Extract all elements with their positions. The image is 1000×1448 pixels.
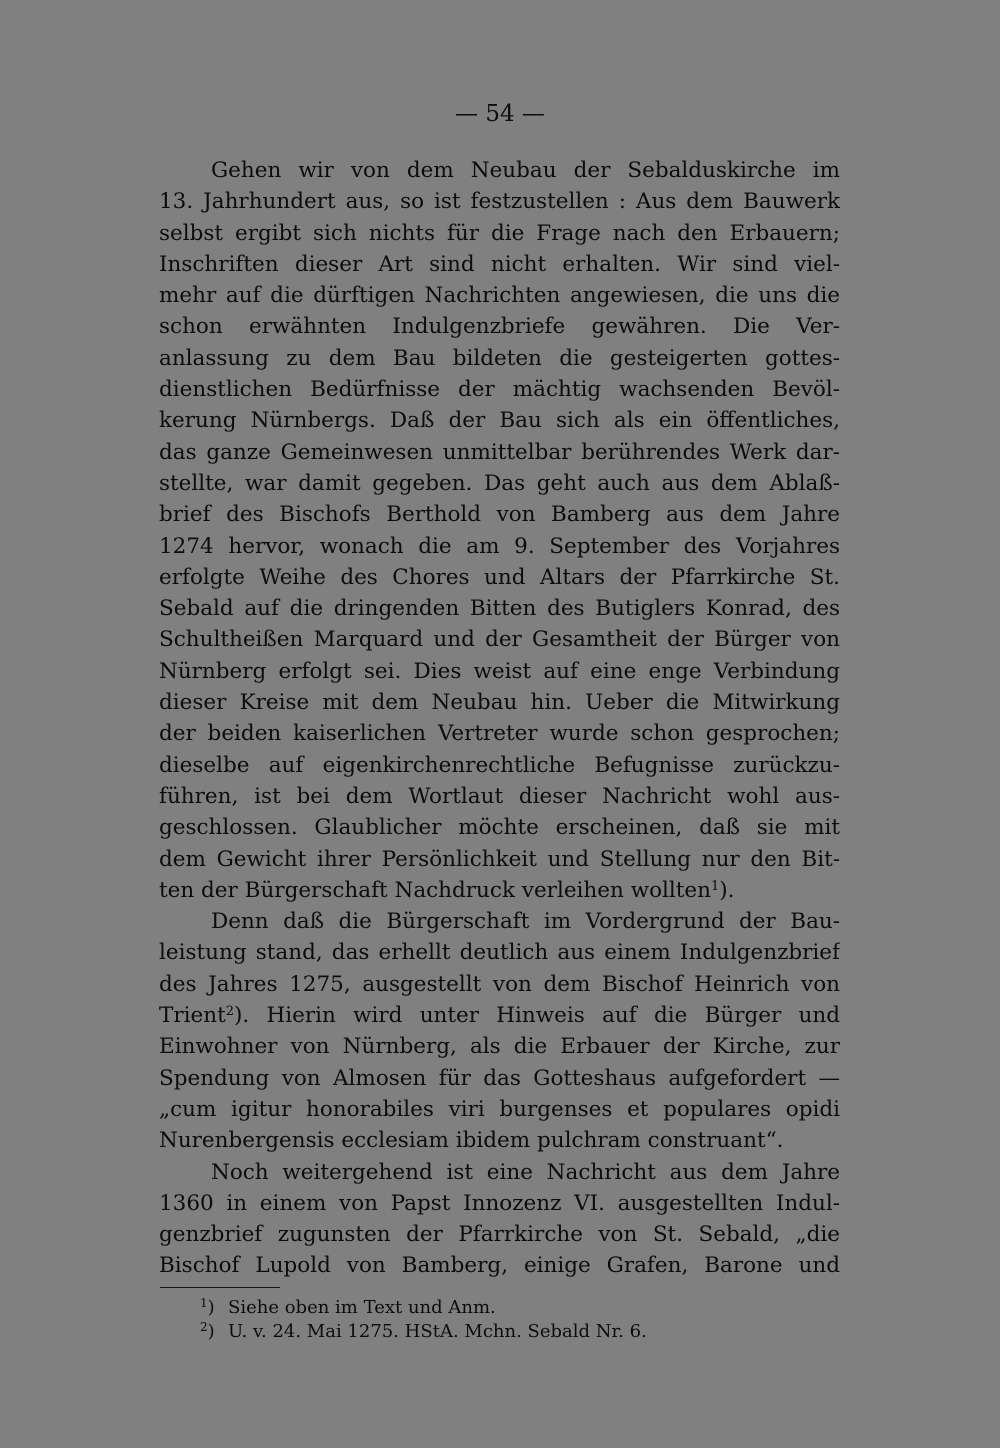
text-line-content: Spendung von Almosen für das Gotteshaus aufgefordert — (159, 1065, 840, 1091)
text-line-content: der beiden kaiserlichen Vertreter wurde schon gesprochen; (159, 721, 840, 747)
text-line-content: kerung Nürnbergs. Daß der Bau sich als ein öffentliches, (159, 408, 840, 434)
text-line (159, 937, 840, 968)
text-line (159, 437, 840, 468)
text-line-content: genzbrief zugunsten der Pfarrkirche von St. Sebald, „die (159, 1222, 840, 1248)
text-line (159, 1031, 840, 1062)
text-line-content: schon erwähnten Indulgenzbriefe gewähren. Die Ver- (159, 314, 840, 340)
text-line-continuation: ). (719, 877, 735, 903)
text-line (159, 343, 840, 374)
text-line (159, 531, 840, 562)
text-line (159, 1094, 840, 1125)
text-line (159, 624, 840, 655)
footnote-reference: 2 (225, 1004, 234, 1020)
text-line-content: 1274 hervor, wonach die am 9. September des Vorjahres (159, 533, 840, 559)
text-line-content: „cum igitur honorabiles viri burgenses et populares opidi (159, 1096, 840, 1122)
text-line (159, 781, 840, 812)
text-line (159, 1219, 840, 1250)
text-line (159, 844, 840, 875)
text-line-content: stellte, war damit gegeben. Das geht auch aus dem Ablaß- (159, 470, 840, 496)
footnote (200, 1320, 840, 1344)
text-line (159, 593, 840, 624)
footnote-text: Siehe oben im Text und Anm. (228, 1297, 496, 1318)
text-line-content: Schultheißen Marquard und der Gesamtheit der Bürger von (159, 627, 840, 653)
text-line (159, 750, 840, 781)
text-line (159, 405, 840, 436)
text-line-content: des Jahres 1275, ausgestellt von dem Bischof Heinrich von (159, 971, 840, 997)
text-line-content: leistung stand, das erhellt deutlich aus einem Indulgenzbrief (159, 940, 840, 966)
text-line-content: dienstlichen Bedürfnisse der mächtig wachsenden Bevöl- (159, 377, 840, 403)
text-line-content: Inschriften dieser Art sind nicht erhalten. Wir sind viel- (159, 251, 840, 277)
text-line-content: dieselbe auf eigenkirchenrechtliche Befugnisse zurückzu- (159, 752, 840, 778)
text-line-content: Bischof Lupold von Bamberg, einige Grafen, Barone und (159, 1253, 840, 1279)
text-line (159, 1157, 840, 1188)
text-line (159, 718, 840, 749)
text-line (159, 906, 840, 937)
text-line (159, 562, 840, 593)
text-line-content: Nürnberg erfolgt sei. Dies weist auf eine enge Verbindung (159, 658, 840, 684)
text-line-content: 1360 in einem von Papst Innozenz VI. ausgestellten Indul- (159, 1190, 840, 1216)
footnote-text: U. v. 24. Mai 1275. HStA. Mchn. Sebald Nr. 6. (228, 1321, 647, 1342)
text-line-content: dem Gewicht ihrer Persönlichkeit und Stellung nur den Bit- (159, 846, 840, 872)
text-line-content: das ganze Gemeinwesen unmittelbar berührendes Werk dar- (159, 439, 840, 465)
text-line-content: anlassung zu dem Bau bildeten die gesteigerten gottes- (159, 345, 840, 371)
body-text (159, 155, 840, 1282)
text-line-content: ten der Bürgerschaft Nachdruck verleihen wollten (159, 877, 711, 903)
text-line-content: Einwohner von Nürnberg, als die Erbauer der Kirche, zur (159, 1034, 840, 1060)
text-line (159, 875, 840, 906)
footnote-rule (160, 1287, 280, 1288)
text-line-content: Trient (159, 1003, 226, 1029)
text-line (159, 1125, 840, 1156)
text-line-continuation: ). Hierin wird unter Hinweis auf die Bürger und (234, 1003, 840, 1029)
text-line (159, 249, 840, 280)
text-line-content: Denn daß die Bürgerschaft im Vordergrund der Bau- (211, 909, 840, 935)
text-line-content: mehr auf die dürftigen Nachrichten angewiesen, die uns die (159, 283, 840, 309)
text-line-content: 13. Jahrhundert aus, so ist festzustellen : Aus dem Bauwerk (159, 189, 840, 215)
text-line (159, 311, 840, 342)
text-line (159, 1188, 840, 1219)
footnotes (200, 1296, 840, 1344)
text-line-content: brief des Bischofs Berthold von Bamberg aus dem Jahre (159, 502, 840, 528)
text-line (159, 1063, 840, 1094)
text-line (159, 687, 840, 718)
text-line (159, 1250, 840, 1281)
text-line-content: selbst ergibt sich nichts für die Frage nach den Erbauern; (159, 220, 840, 246)
text-line (159, 812, 840, 843)
text-line-content: Gehen wir von dem Neubau der Sebalduskirche im (211, 158, 840, 183)
text-line (159, 280, 840, 311)
text-line (159, 1000, 840, 1031)
text-line-content: führen, ist bei dem Wortlaut dieser Nachricht wohl aus- (159, 783, 840, 809)
text-line (159, 499, 840, 530)
footnote-number: 2 (200, 1320, 208, 1334)
text-line-content: geschlossen. Glaublicher möchte erscheinen, daß sie mit (159, 815, 840, 841)
text-line-content: Nurenbergensis ecclesiam ibidem pulchram construant“. (159, 1128, 784, 1154)
text-line (159, 155, 840, 186)
text-line (159, 656, 840, 687)
footnote (200, 1296, 840, 1320)
text-line (159, 218, 840, 249)
text-line-content: dieser Kreise mit dem Neubau hin. Ueber die Mitwirkung (159, 690, 840, 716)
footnote-number: 1 (200, 1296, 208, 1310)
text-line-content: Noch weitergehend ist eine Nachricht aus dem Jahre (211, 1159, 840, 1185)
footnote-marker: $^2$) (200, 1320, 215, 1342)
footnote-reference: 1 (711, 878, 720, 894)
text-line-content: Sebald auf die dringenden Bitten des Butiglers Konrad, des (159, 596, 840, 622)
footnote-marker: $^1$) (200, 1296, 215, 1318)
text-line (159, 374, 840, 405)
text-line (159, 969, 840, 1000)
text-line-content: erfolgte Weihe des Chores und Altars der Pfarrkirche St. (159, 564, 840, 590)
text-line (159, 186, 840, 217)
page-number: — 54 — (455, 101, 545, 127)
text-line (159, 468, 840, 499)
